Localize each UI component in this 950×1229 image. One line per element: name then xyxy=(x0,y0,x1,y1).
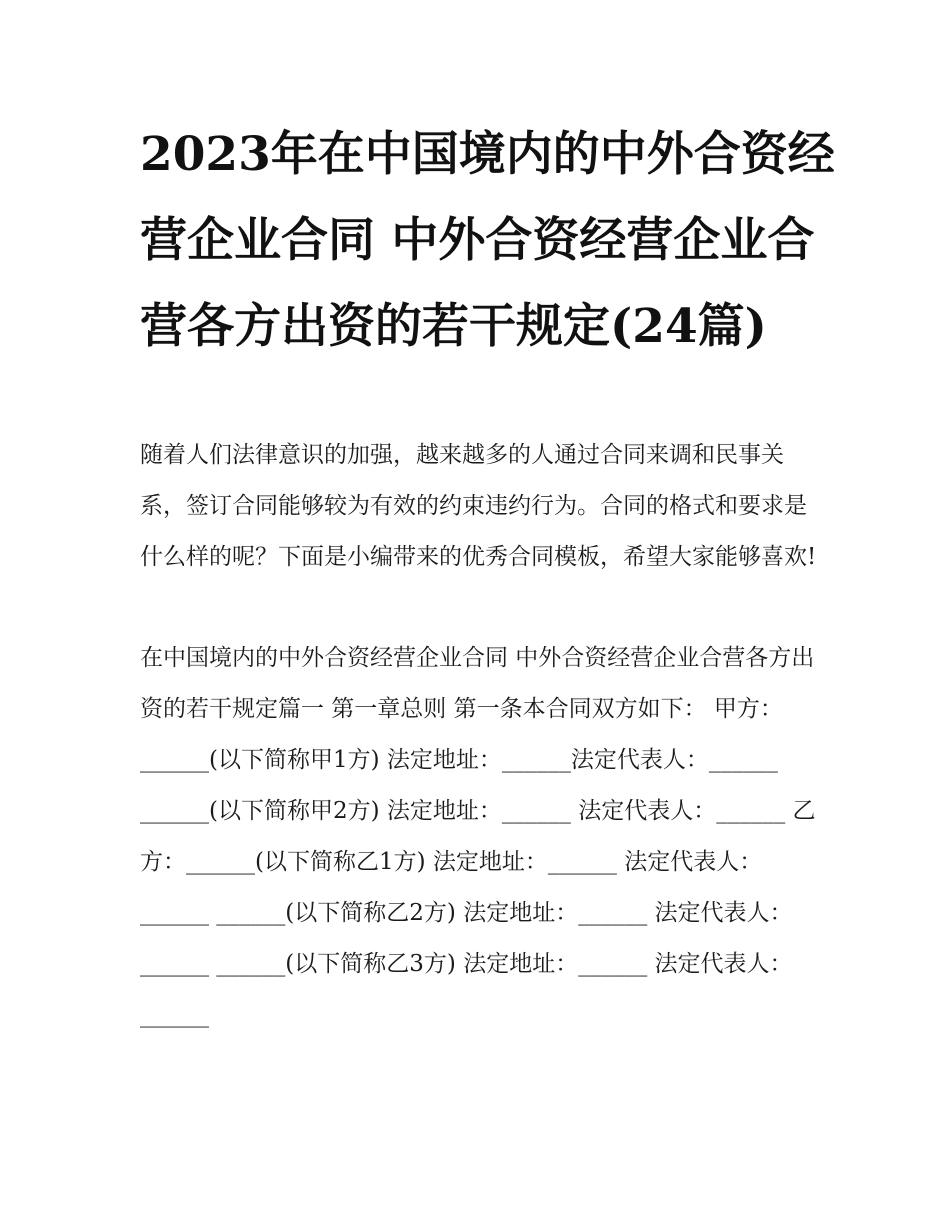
document-title: 2023年在中国境内的中外合资经营企业合同 中外合资经营企业合营各方出资的若干规定(24篇) xyxy=(140,127,835,354)
contract-paragraph: 在中国境内的中外合资经营企业合同 中外合资经营企业合营各方出资的若干规定篇一 第一章总则 第一条本合同双方如下： 甲方：______(以下简称甲1方) 法定地址：______法定代表人：______ ______(以下简称甲2方) 法定地址：______ 法定代表人：______ 乙方：______(以下简称乙1方) 法定地址：______ 法定代表人：______ ______(以下简称乙2方) 法定地址：______ 法定代表人：______ ______(以下简称乙3方) 法定地址：______ 法定代表人：______ xyxy=(140,645,816,1028)
intro-paragraph: 随着人们法律意识的加强，越来越多的人通过合同来调和民事关系，签订合同能够较为有效的约束违约行为。合同的格式和要求是什么样的呢？下面是小编带来的优秀合同模板，希望大家能够喜欢! xyxy=(140,442,817,570)
